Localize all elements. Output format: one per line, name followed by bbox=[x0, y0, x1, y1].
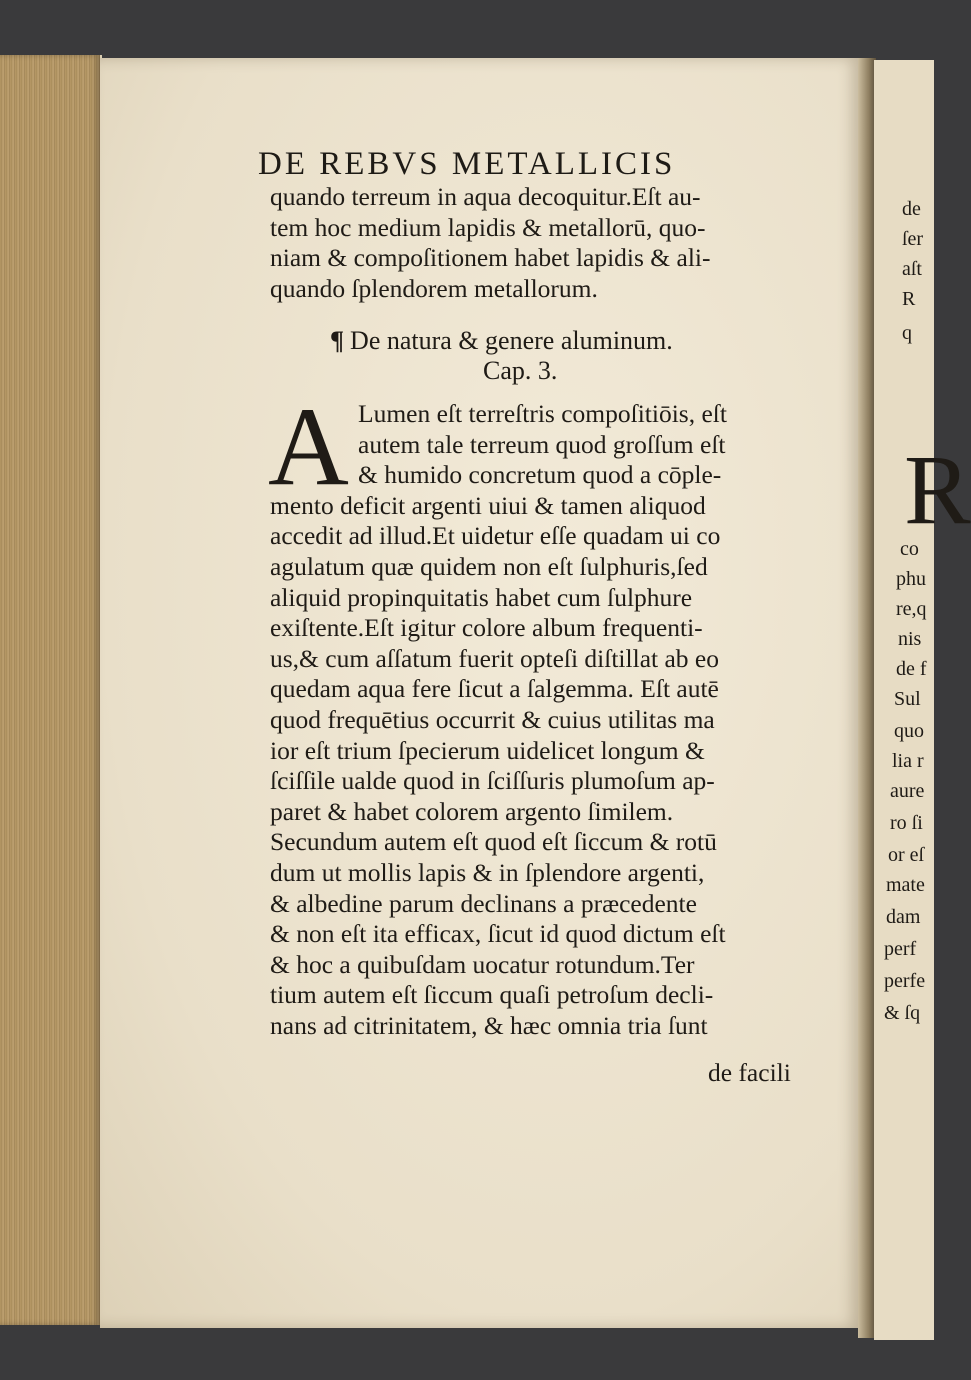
chapter-body bbox=[268, 385, 810, 1041]
text-line: tium autem eſt ſiccum quaſi petroſum decli- bbox=[270, 980, 714, 1010]
text-line: niam & compoſitionem habet lapidis & ali- bbox=[270, 243, 711, 273]
text-line: & hoc a quibuſdam uocatur rotundum.Ter bbox=[270, 949, 695, 979]
text-line: ſciſſile ualde quod in ſciſſuris plumoſum ap- bbox=[270, 766, 715, 796]
running-head: DE REBVS METALLICIS bbox=[258, 146, 676, 182]
text-line: accedit ad illud.Et uidetur eſſe quadam ui co bbox=[270, 521, 721, 551]
section-title: De natura & genere aluminum. bbox=[350, 326, 673, 355]
page-edges bbox=[0, 55, 102, 1325]
text-line: mento deficit argenti uiui & tamen aliquod bbox=[270, 490, 706, 520]
facing-fragment: lia r bbox=[892, 750, 924, 772]
section-heading bbox=[330, 326, 673, 356]
text-line: ior eſt trium ſpecierum uidelicet longum & bbox=[270, 735, 705, 765]
facing-fragment: q bbox=[902, 322, 912, 344]
facing-fragment: phu bbox=[896, 568, 926, 590]
facing-fragment: & ſq bbox=[884, 1002, 921, 1024]
text-line: dum ut mollis lapis & in ſplendore argenti, bbox=[270, 857, 705, 887]
facing-fragment: aſt bbox=[902, 258, 922, 280]
chapter-number: Cap. 3. bbox=[483, 356, 558, 385]
pilcrow-icon: ¶ bbox=[330, 326, 345, 355]
facing-fragment: perfe bbox=[884, 970, 926, 992]
facing-fragment: aure bbox=[890, 780, 925, 802]
facing-drop-cap: R bbox=[904, 434, 971, 545]
continued-paragraph bbox=[270, 182, 810, 304]
facing-fragment: nis bbox=[898, 628, 922, 650]
text-line: & albedine parum declinans a præcedente bbox=[270, 888, 697, 918]
text-line: & non eſt ita efficax, ſicut id quod dictum eſt bbox=[270, 919, 726, 949]
facing-fragment: or eſ bbox=[888, 844, 925, 866]
text-line: quod frequētius occurrit & cuius utilitas ma bbox=[270, 704, 715, 734]
text-line: autem tale terreum quod groſſum eſt bbox=[358, 429, 726, 459]
facing-fragment: perf bbox=[884, 938, 917, 960]
facing-fragment: Sul bbox=[894, 688, 921, 710]
facing-fragment: mate bbox=[886, 874, 925, 896]
text-line: exiſtente.Eſt igitur colore album frequenti- bbox=[270, 613, 703, 643]
facing-fragment: dam bbox=[886, 906, 921, 928]
facing-fragment: de f bbox=[896, 658, 927, 680]
facing-fragment: quo bbox=[894, 720, 924, 742]
facing-fragment: ro ſi bbox=[890, 812, 923, 834]
catchword: de facili bbox=[708, 1058, 791, 1087]
facing-page bbox=[874, 60, 971, 1340]
facing-fragment: co bbox=[900, 538, 919, 560]
drop-cap: A bbox=[268, 385, 349, 509]
text-line: & humido concretum quod a cōple- bbox=[358, 460, 722, 490]
facing-fragment: ſer bbox=[902, 228, 924, 250]
text-line: tem hoc medium lapidis & metallorū, quo- bbox=[270, 212, 706, 242]
text-line: us,& cum aſſatum fuerit opteſi diſtillat ab eo bbox=[270, 643, 719, 673]
text-line: Secundum autem eſt quod eſt ſiccum & rotū bbox=[270, 827, 717, 857]
facing-fragment: re,q bbox=[896, 598, 927, 620]
text-line: agulatum quæ quidem non eſt ſulphuris,ſed bbox=[270, 551, 708, 581]
text-line: paret & habet colorem argento ſimilem. bbox=[270, 796, 674, 826]
facing-fragment: R bbox=[902, 288, 916, 310]
text-line: quando ſplendorem metallorum. bbox=[270, 273, 598, 303]
text-line: aliquid propinquitatis habet cum ſulphure bbox=[270, 582, 693, 612]
text-line: quedam aqua fere ſicut a ſalgemma. Eſt autē bbox=[270, 674, 719, 704]
facing-fragment: de bbox=[902, 198, 921, 220]
text-line: Lumen eſt terreſtris compoſitiōis, eſt bbox=[358, 399, 727, 428]
text-line: nans ad citrinitatem, & hæc omnia tria ſunt bbox=[270, 1010, 708, 1040]
text-line: quando terreum in aqua decoquitur.Eſt au- bbox=[270, 182, 701, 211]
